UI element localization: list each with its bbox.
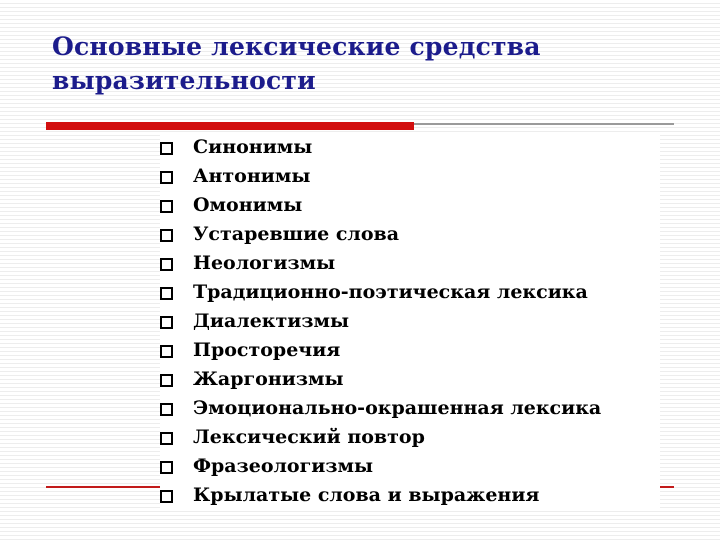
list-item <box>160 277 660 306</box>
list-item <box>160 393 660 422</box>
hollow-square-icon <box>160 374 173 387</box>
list-item <box>160 451 660 480</box>
list-item-text: Устаревшие слова <box>193 222 400 245</box>
list-item-text: Неологизмы <box>193 251 336 274</box>
list-item-text: Омонимы <box>193 193 303 216</box>
hollow-square-icon <box>160 432 173 445</box>
hollow-square-icon <box>160 258 173 271</box>
hollow-square-icon <box>160 287 173 300</box>
list-item-text: Диалектизмы <box>193 309 350 332</box>
list-item <box>160 190 660 219</box>
accent-line <box>46 122 414 130</box>
list-item-text: Фразеологизмы <box>193 454 373 477</box>
hollow-square-icon <box>160 316 173 329</box>
hollow-square-icon <box>160 403 173 416</box>
list-item-text: Лексический повтор <box>193 425 425 448</box>
hollow-square-icon <box>160 345 173 358</box>
hollow-square-icon <box>160 142 173 155</box>
hollow-square-icon <box>160 171 173 184</box>
list-item <box>160 364 660 393</box>
bullet-list <box>160 132 660 509</box>
hollow-square-icon <box>160 490 173 503</box>
list-item <box>160 248 660 277</box>
list-item <box>160 132 660 161</box>
list-item-text: Жаргонизмы <box>193 367 344 390</box>
hollow-square-icon <box>160 229 173 242</box>
slide-title: Основные лексические средства выразительности <box>52 32 541 95</box>
list-item <box>160 480 660 509</box>
hollow-square-icon <box>160 200 173 213</box>
list-item-text: Просторечия <box>193 338 341 361</box>
list-item <box>160 422 660 451</box>
list-item-text: Традиционно-поэтическая лексика <box>193 280 588 303</box>
hollow-square-icon <box>160 461 173 474</box>
list-item-text: Синонимы <box>193 135 313 158</box>
list-item <box>160 219 660 248</box>
list-item <box>160 335 660 364</box>
list-item-text: Антонимы <box>193 164 311 187</box>
list-item-text: Крылатые слова и выражения <box>193 483 540 506</box>
list-item-text: Эмоционально-окрашенная лексика <box>193 396 602 419</box>
list-item <box>160 306 660 335</box>
list-item <box>160 161 660 190</box>
